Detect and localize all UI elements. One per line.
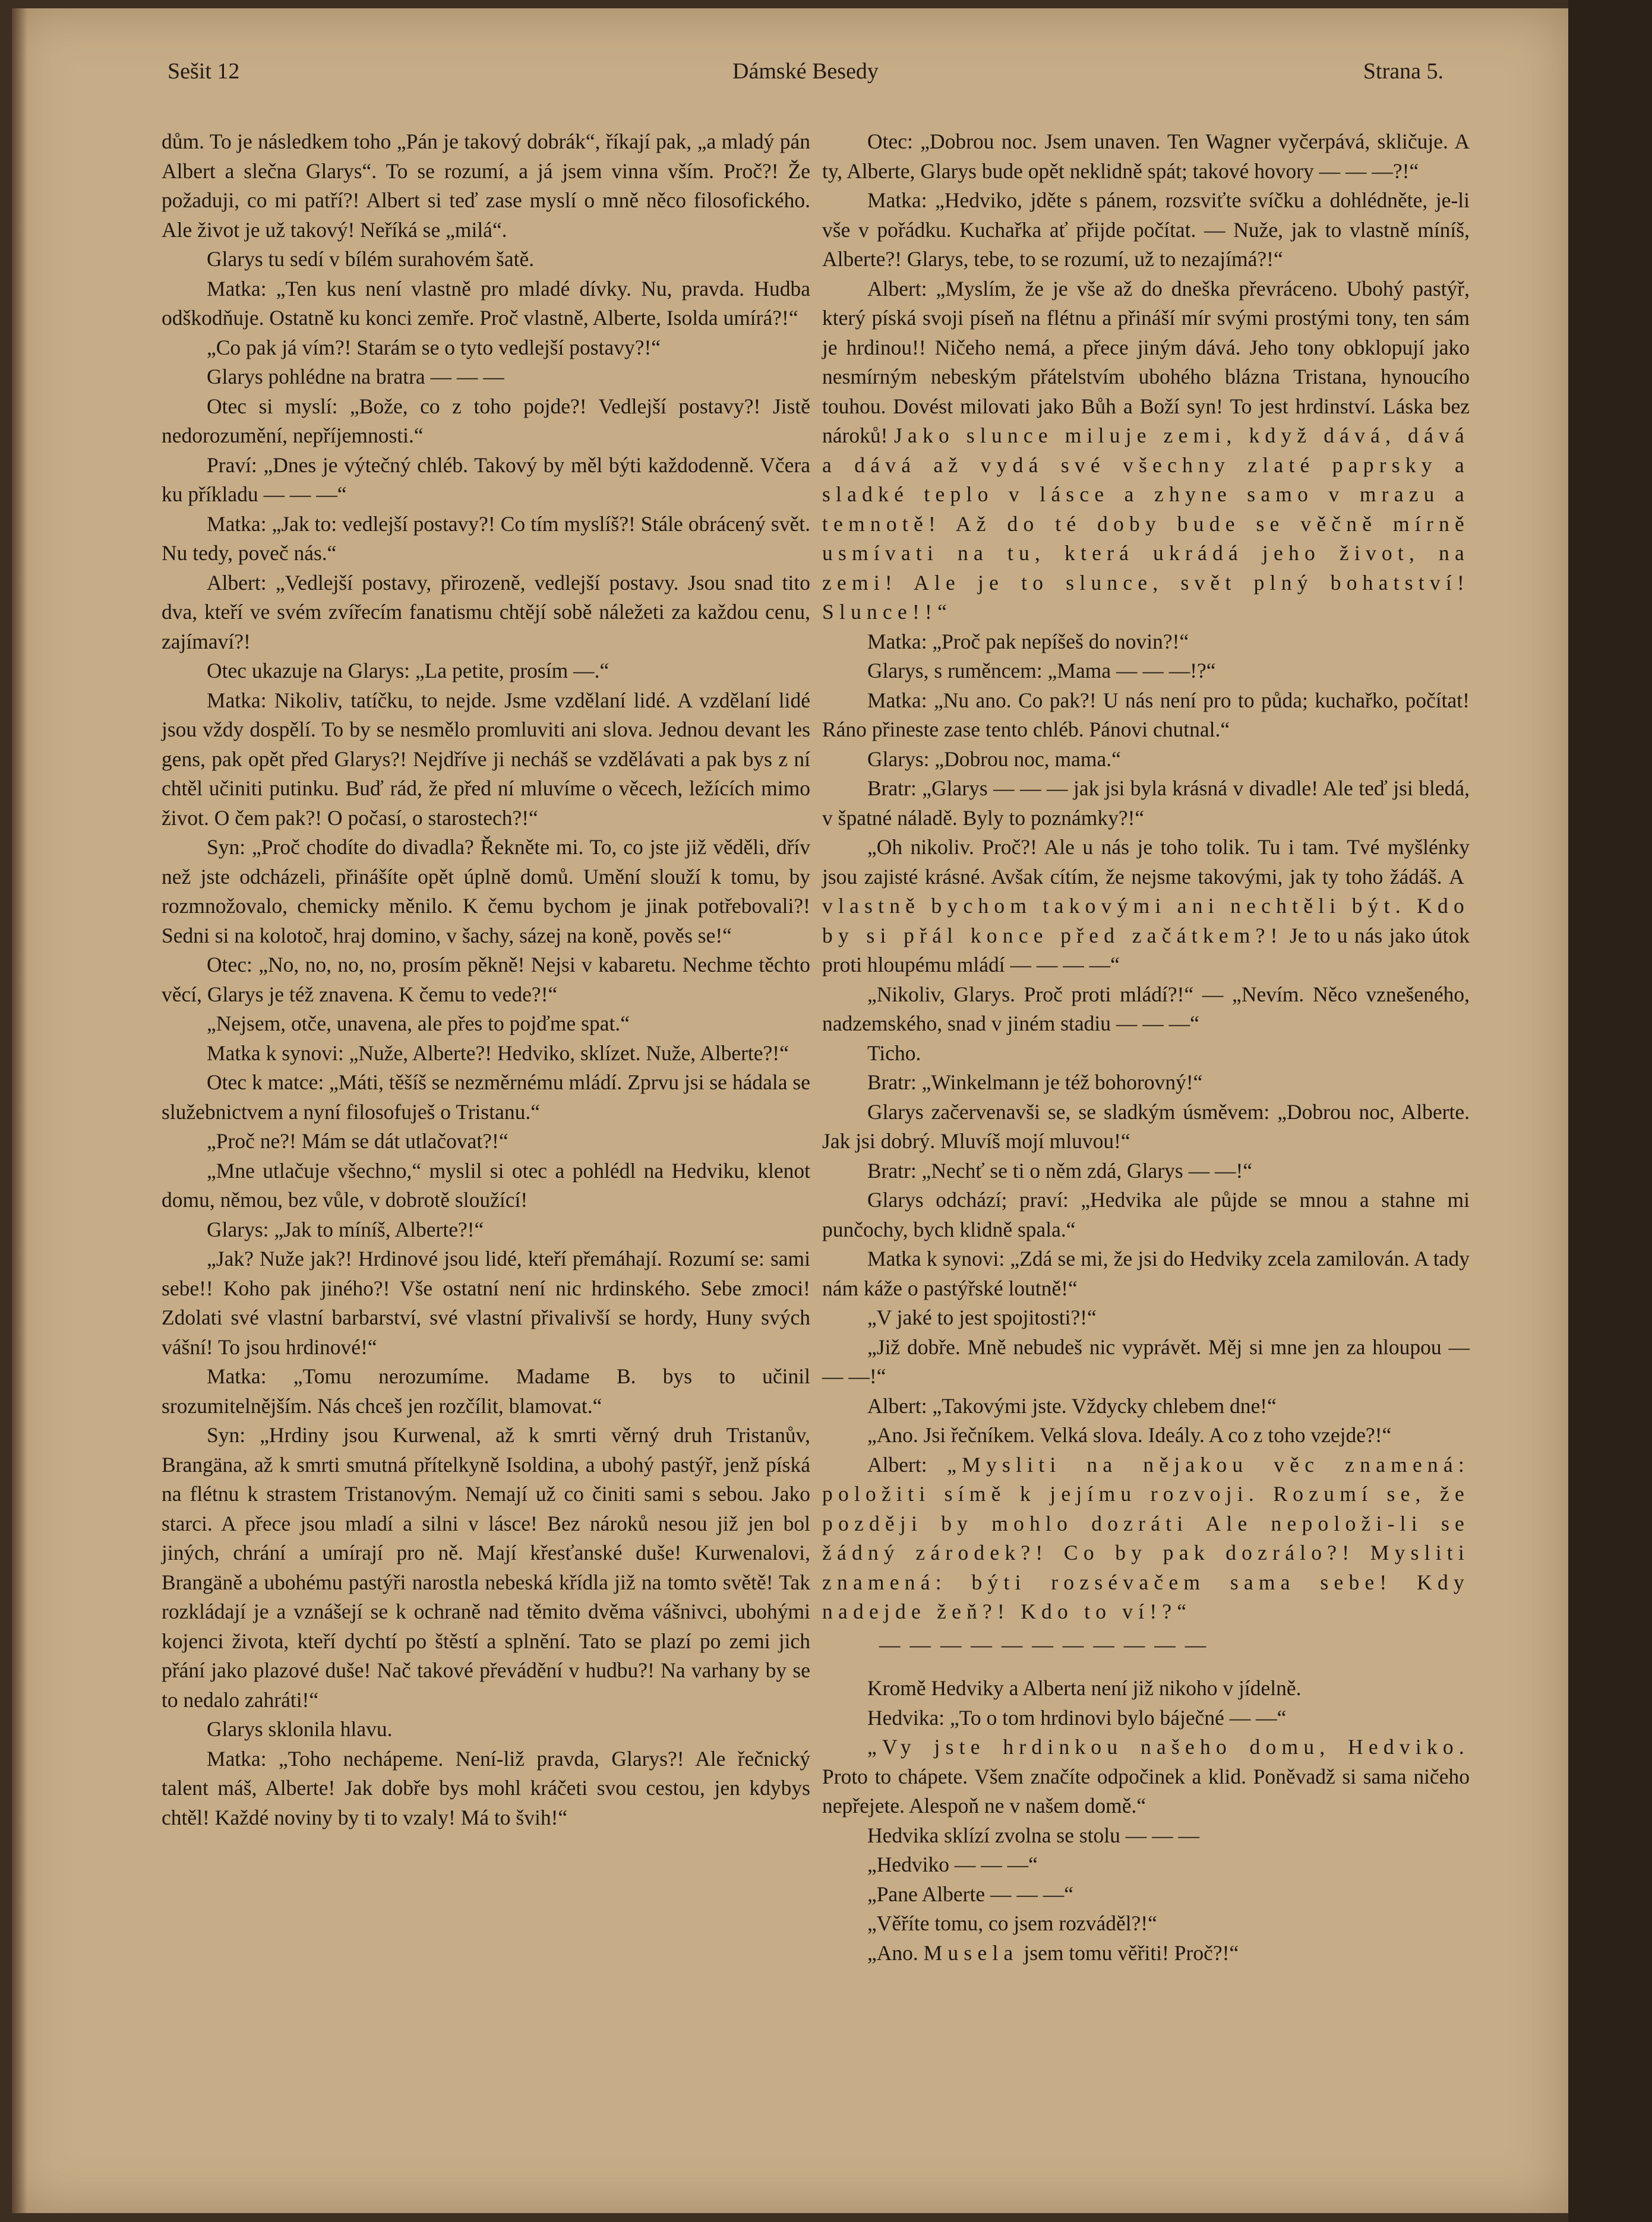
left-column	[162, 127, 810, 1832]
paragraph: Albert: „Takovými jste. Vždycky chlebem dne!“	[867, 1393, 1277, 1418]
paragraph-text: Proto to chápete. Všem značíte odpočinek a klid. Poněvadž si sama ničeho nepřejete. Alespoň ne v našem domě.“	[822, 1764, 1470, 1818]
paragraph: „Co pak já vím?! Starám se o tyto vedlejší postavy?!“	[207, 335, 661, 359]
paragraph: Otec: „No, no, no, no, prosím pěkně! Nejsi v kabaretu. Nechme těchto věcí, Glarys je též znavena. K čemu to vede?!“	[162, 953, 810, 1006]
right-column	[822, 127, 1470, 1968]
paragraph: Matka: „Toho nechápeme. Není-liž pravda, Glarys?! Ale řečnický talent máš, Alberte! Jak dobře bys mohl kráčeti svou cestou, jen kdybys chtěl! Každé noviny by ti to vzaly! Má to švih!“	[162, 1746, 810, 1829]
paragraph: Praví: „Dnes je výtečný chléb. Takový by měl býti každodenně. Včera ku příkladu — — —“	[162, 453, 810, 506]
paragraph: Glarys pohlédne na bratra — — —	[207, 365, 504, 388]
paragraph: „Nikoliv, Glarys. Proč proti mládí?!“ — „Nevím. Něco vznešeného, nadzemského, snad v jiném stadiu — — —“	[822, 982, 1470, 1035]
paragraph: „Jak? Nuže jak?! Hrdinové jsou lidé, kteří přemáhají. Rozumí se: sami sebe!! Koho pak jiného?! Vše ostatní není nic hrdinského. Sebe zmoci! Zdolati své vlastní barbarství, své vlastní přivalivší se hordy, Huny svých vášní! To jsou hrdinové!“	[162, 1247, 810, 1359]
paragraph	[822, 1733, 1470, 1821]
paragraph-text: „Oh nikoliv. Proč?! Ale u nás je toho tolik. Tu i tam. Tvé myšlénky jsou zajisté krásné. Avšak cítím, že nejsme takovými, jak ty toho žádáš.	[822, 835, 1470, 889]
spaced-emphasis: Jako slunce miluje zemi, když dává, dává a dává až vydá své všechny zlaté paprsky a sladké teplo v lásce a zhyne samo v mrazu a temnotě! Až do té doby bude se věčně mírně usmívati na tu, která ukrádá jeho život, na zemi! Ale je to slunce, svět plný bohatství! Slunce!!“	[822, 423, 1470, 624]
paragraph: Matka k synovi: „Nuže, Alberte?! Hedviko, sklízet. Nuže, Alberte?!“	[207, 1041, 789, 1065]
scan-dark-edge	[1568, 0, 1652, 2222]
paragraph: Syn: „Hrdiny jsou Kurwenal, až k smrti věrný druh Tristanův, Brangäna, až k smrti smutná přítelkyně Isoldina, a ubohý pastýř, jenž píská na flétnu k strastem Tristanovým. Nemají už co činiti sami s sebou. Jako starci. A přece jsou mladí a silni v lásce! Bez nároků nesou již jen bol jiných, chrání a umírají pro ně. Mají křesťanské duše! Kurwenalovi, Brangäně a ubohému pastýři narostla nebeská křídla již na tomto světě! Tak rozkládají je a vznášejí se k ochraně nad těmito dvěma vášnivci, ubohými kojenci života, kteří dychtí po štěstí a splnění. Tato se plazí po zemi jich přání jako plazové duše! Nač takové převádění v hudbu?! Na varhany by se to nedalo zahráti!“	[162, 1423, 810, 1712]
paragraph	[822, 833, 1470, 980]
paragraph: „Hedviko — — —“	[867, 1853, 1038, 1876]
paragraph: Otec k matce: „Máti, těšíš se nezměrnému mládí. Zprvu jsi se hádala se služebnictvem a nyní filosofuješ o Tristanu.“	[162, 1070, 810, 1124]
paragraph	[822, 1939, 1470, 1968]
paragraph: Otec si myslí: „Bože, co z toho pojde?! Vedlejší postavy?! Jistě nedorozumění, nepříjemnosti.“	[162, 394, 810, 447]
paragraph: Syn: „Proč chodíte do divadla? Řekněte mi. To, co jste již věděli, dřív než jste odcházeli, přinášíte opět úplně domů. Umění slouží k tomu, by rozmnožovalo, chemicky měnilo. K čemu bychom je jinak potřebovali?! Sedni si na kolotoč, hraj domino, v šachy, sázej na koně, pověs se!“	[162, 835, 810, 947]
paragraph: Bratr: „Winkelmann je též bohorovný!“	[867, 1070, 1203, 1094]
paragraph: Kromě Hedviky a Alberta není již nikoho v jídelně.	[867, 1676, 1302, 1700]
paragraph-text: Albert: „Myslím, že je vše až do dneška převráceno. Ubohý pastýř, který píská svoji píseň na flétnu a přináší mír svými prostými tony, ten sám je hrdinou!! Ničeho nemá, a přece jiným dává. Jeho tony obklopují jako nesmírným nebeským přátelstvím ubohého blázna Tristana, hynoucího touhou. Dovést milovati jako Bůh a Boží syn! To jest hrdinství. Láska bez nároků!	[822, 276, 1470, 447]
magazine-page	[12, 8, 1568, 2213]
paragraph: Matka: „Ten kus není vlastně pro mladé dívky. Nu, pravda. Hudba odškodňuje. Ostatně ku konci zemře. Proč vlastně, Alberte, Isolda umírá?!“	[162, 276, 810, 330]
page-number: Strana 5.	[1363, 59, 1443, 84]
paragraph-text: „Ano.	[867, 1940, 918, 1965]
paragraph: Matka: „Hedviko, jděte s pánem, rozsviťte svíčku a dohlédněte, je-li vše v pořádku. Kuchařka ať přijde počítat. — Nuže, jak to vlastně míníš, Alberte?! Glarys, tebe, to se rozumí, už to nezajímá?!“	[822, 188, 1470, 271]
paragraph-text: Albert:	[867, 1452, 927, 1477]
paragraph: Glarys tu sedí v bílém surahovém šatě.	[207, 247, 535, 271]
paragraph	[822, 1450, 1470, 1627]
paragraph	[822, 274, 1470, 627]
spaced-emphasis: A vlastně bychom takovými ani nechtěli být. Kdo by si přál konce před začátkem?!	[822, 864, 1470, 947]
paragraph-text: Je to u nás jako útok proti hloupému mládí — — — —“	[822, 923, 1470, 976]
paragraph: „Nejsem, otče, unavena, ale přes to pojďme spat.“	[207, 1012, 630, 1035]
paragraph: Glarys: „Dobrou noc, mama.“	[867, 747, 1121, 771]
paragraph: Ticho.	[867, 1041, 921, 1065]
page-header	[168, 58, 1443, 94]
paragraph: Hedvika sklízí zvolna se stolu — — —	[867, 1823, 1200, 1847]
paragraph: dům. To je následkem toho „Pán je takový dobrák“, říkají pak, „a mladý pán Albert a slečna Glarys“. To se rozumí, a já jsem vinna vším. Proč?! Že požaduji, co mi patří?! Albert si teď zase myslí o mně něco filosofického. Ale život je už takový! Neříká se „milá“.	[162, 129, 810, 242]
paragraph: „Ano. Jsi řečníkem. Velká slova. Ideály. A co z toho vzejde?!“	[867, 1423, 1392, 1447]
paragraph: Bratr: „Nechť se ti o něm zdá, Glarys — —!“	[867, 1158, 1253, 1183]
paragraph: „Pane Alberte — — —“	[867, 1882, 1074, 1906]
paragraph: „Proč ne?! Mám se dát utlačovat?!“	[207, 1129, 508, 1153]
paragraph: Glarys začervenavši se, se sladkým úsměvem: „Dobrou noc, Alberte. Jak jsi dobrý. Mluvíš mojí mluvou!“	[822, 1099, 1470, 1153]
paragraph: Glarys: „Jak to míníš, Alberte?!“	[207, 1217, 484, 1241]
paragraph: „Mne utlačuje všechno,“ myslil si otec a pohlédl na Hedviku, klenot domu, němou, bez vůle, v dobrotě sloužící!	[162, 1158, 810, 1212]
paragraph-text: jsem tomu věřiti! Proč?!“	[1024, 1940, 1239, 1965]
paragraph: Matka: „Jak to: vedlejší postavy?! Co tím myslíš?! Stále obrácený svět. Nu tedy, poveč nás.“	[162, 511, 810, 565]
paragraph: Matka: „Nu ano. Co pak?! U nás není pro to půda; kuchařko, počítat! Ráno přineste zase tento chléb. Pánovi chutnal.“	[822, 688, 1470, 741]
paragraph: Otec: „Dobrou noc. Jsem unaven. Ten Wagner vyčerpává, skličuje. A ty, Alberte, Glarys bude opět neklidně spát; takové hovory — — —?!“	[822, 129, 1470, 183]
paragraph: Glarys, s ruměncem: „Mama — — —!?“	[867, 659, 1216, 682]
paragraph: Hedvika: „To o tom hrdinovi bylo báječné — —“	[867, 1705, 1287, 1730]
paragraph: Otec ukazuje na Glarys: „La petite, prosím —.“	[207, 659, 609, 682]
binding-shadow	[12, 8, 27, 2213]
paragraph: Albert: „Vedlejší postavy, přirozeně, vedlejší postavy. Jsou snad tito dva, kteří ve svém zvířecím fanatismu chtějí sobě náležeti za každou cenu, zajímaví?!	[162, 570, 810, 653]
paragraph: Matka: Nikoliv, tatíčku, to nejde. Jsme vzdělaní lidé. A vzdělaní lidé jsou vždy dospělí. To by se nesmělo promluviti ani slova. Jednou devant les gens, pak opět před Glarys?! Nejdříve ji necháš se vzdělávati a pak bys z ní chtěl učiniti putinku. Buď rád, že před ní mluvíme o věcech, ležících mimo život. O čem pak?! O počasí, o starostech?!“	[162, 688, 810, 830]
spaced-emphasis: „Vy jste hrdinkou našeho domu, Hedviko.	[867, 1735, 1470, 1759]
paragraph: „Věříte tomu, co jsem rozváděl?!“	[867, 1911, 1157, 1935]
spaced-emphasis: Musela	[923, 1940, 1019, 1965]
paragraph: Glarys odchází; praví: „Hedvika ale půjde se mnou a stahne mi punčochy, bych klidně spala.“	[822, 1188, 1470, 1241]
paragraph: Glarys sklonila hlavu.	[207, 1717, 393, 1741]
paragraph: Matka: „Tomu nerozumíme. Madame B. bys to učinil srozumitelnějším. Nás chceš jen rozčílit, blamovat.“	[162, 1364, 810, 1418]
paragraph: Matka k synovi: „Zdá se mi, že jsi do Hedviky zcela zamilován. A tady nám káže o pastýřské loutně!“	[822, 1247, 1470, 1300]
spaced-emphasis: „Mysliti na nějakou věc znamená: položiti símě k jejímu rozvoji. Rozumí se, že později by mohlo dozráti Ale nepoloži-li se žádný zárodek?! Co by pak dozrálo?! Mysliti znamená: býti rozsévačem sama sebe! Kdy nadejde žeň?! Kdo to ví!?“	[822, 1452, 1470, 1623]
section-separator: — — — — — — — — — — —	[879, 1632, 1208, 1657]
paragraph: Bratr: „Glarys — — — jak jsi byla krásná v divadle! Ale teď jsi bledá, v špatné náladě. Byly to poznámky?!“	[822, 776, 1470, 830]
magazine-title: Dámské Besedy	[732, 59, 879, 84]
issue-number: Sešit 12	[168, 59, 240, 84]
paragraph: Matka: „Proč pak nepíšeš do novin?!“	[867, 629, 1189, 653]
paragraph: „Již dobře. Mně nebudeš nic vyprávět. Měj si mne jen za hloupou — — —!“	[822, 1335, 1470, 1388]
paragraph: „V jaké to jest spojitosti?!“	[867, 1306, 1097, 1329]
